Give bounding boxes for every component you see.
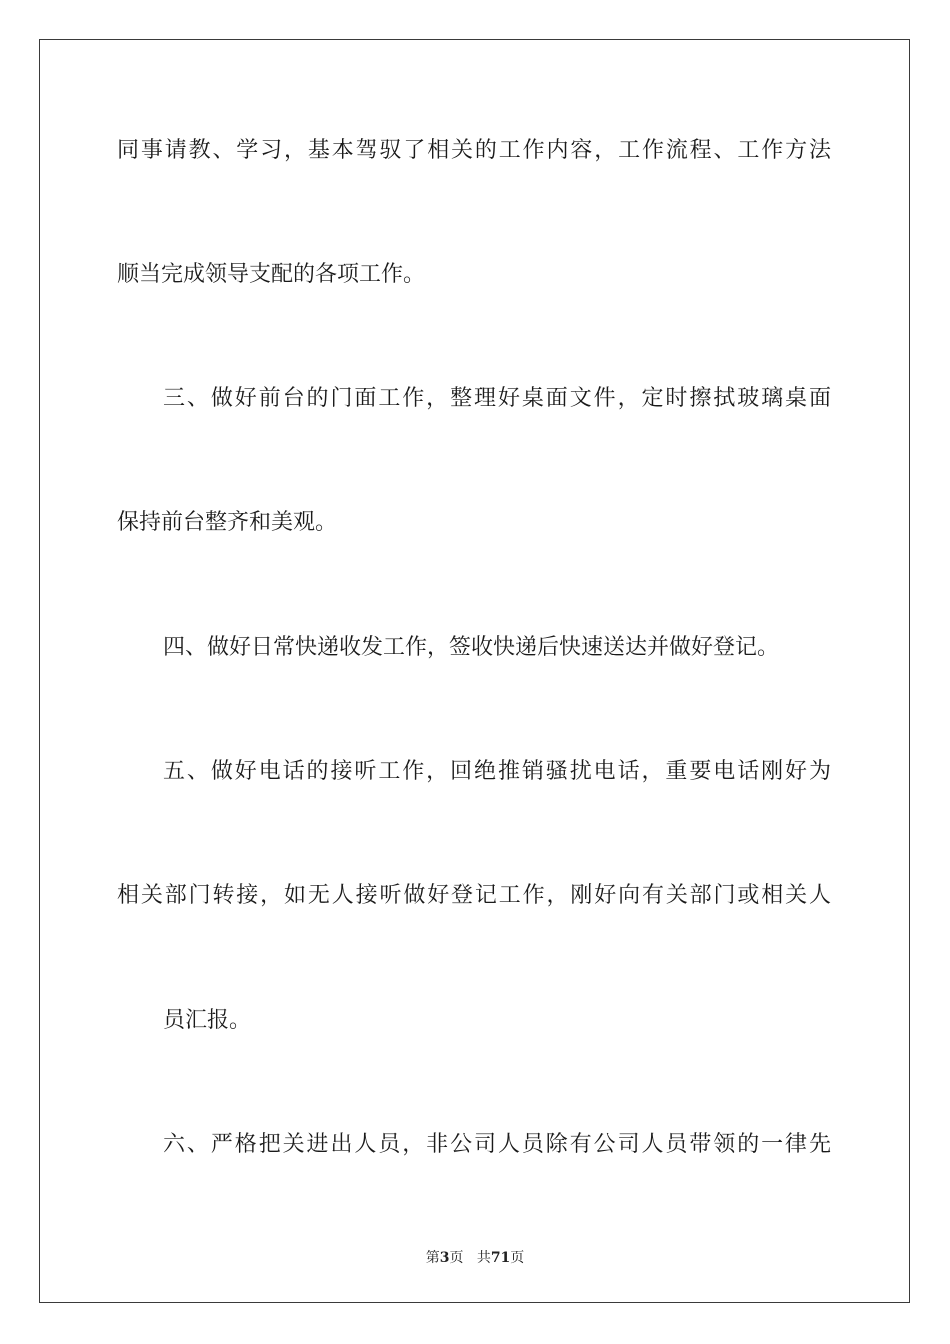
paragraph-line: 保持前台整齐和美观。 [117, 510, 338, 535]
footer-page-suffix: 页 [449, 1250, 464, 1266]
paragraph-line: 三、做好前台的门面工作，整理好桌面文件，定时擦拭玻璃桌面 [163, 386, 831, 411]
footer-total-prefix: 共 [476, 1250, 491, 1266]
page-border [39, 39, 910, 1303]
total-page-count: 71 [490, 1250, 511, 1266]
paragraph-line: 五、做好电话的接听工作，回绝推销骚扰电话，重要电话刚好为 [163, 759, 831, 784]
current-page-number: 3 [439, 1250, 450, 1266]
footer-prefix: 第 [425, 1250, 440, 1266]
paragraph-line: 员汇报。 [163, 1008, 252, 1033]
paragraph-line: 六、严格把关进出人员，非公司人员除有公司人员带领的一律先 [163, 1132, 831, 1157]
paragraph-line: 顺当完成领导支配的各项工作。 [117, 262, 426, 287]
footer-total-suffix: 页 [510, 1250, 525, 1266]
paragraph-line: 同事请教、学习，基本驾驭了相关的工作内容，工作流程、工作方法 [117, 138, 831, 163]
page-footer [0, 1247, 950, 1267]
paragraph-line: 相关部门转接，如无人接听做好登记工作，刚好向有关部门或相关人 [117, 883, 831, 908]
paragraph-line: 四、做好日常快递收发工作，签收快递后快速送达并做好登记。 [163, 635, 780, 660]
